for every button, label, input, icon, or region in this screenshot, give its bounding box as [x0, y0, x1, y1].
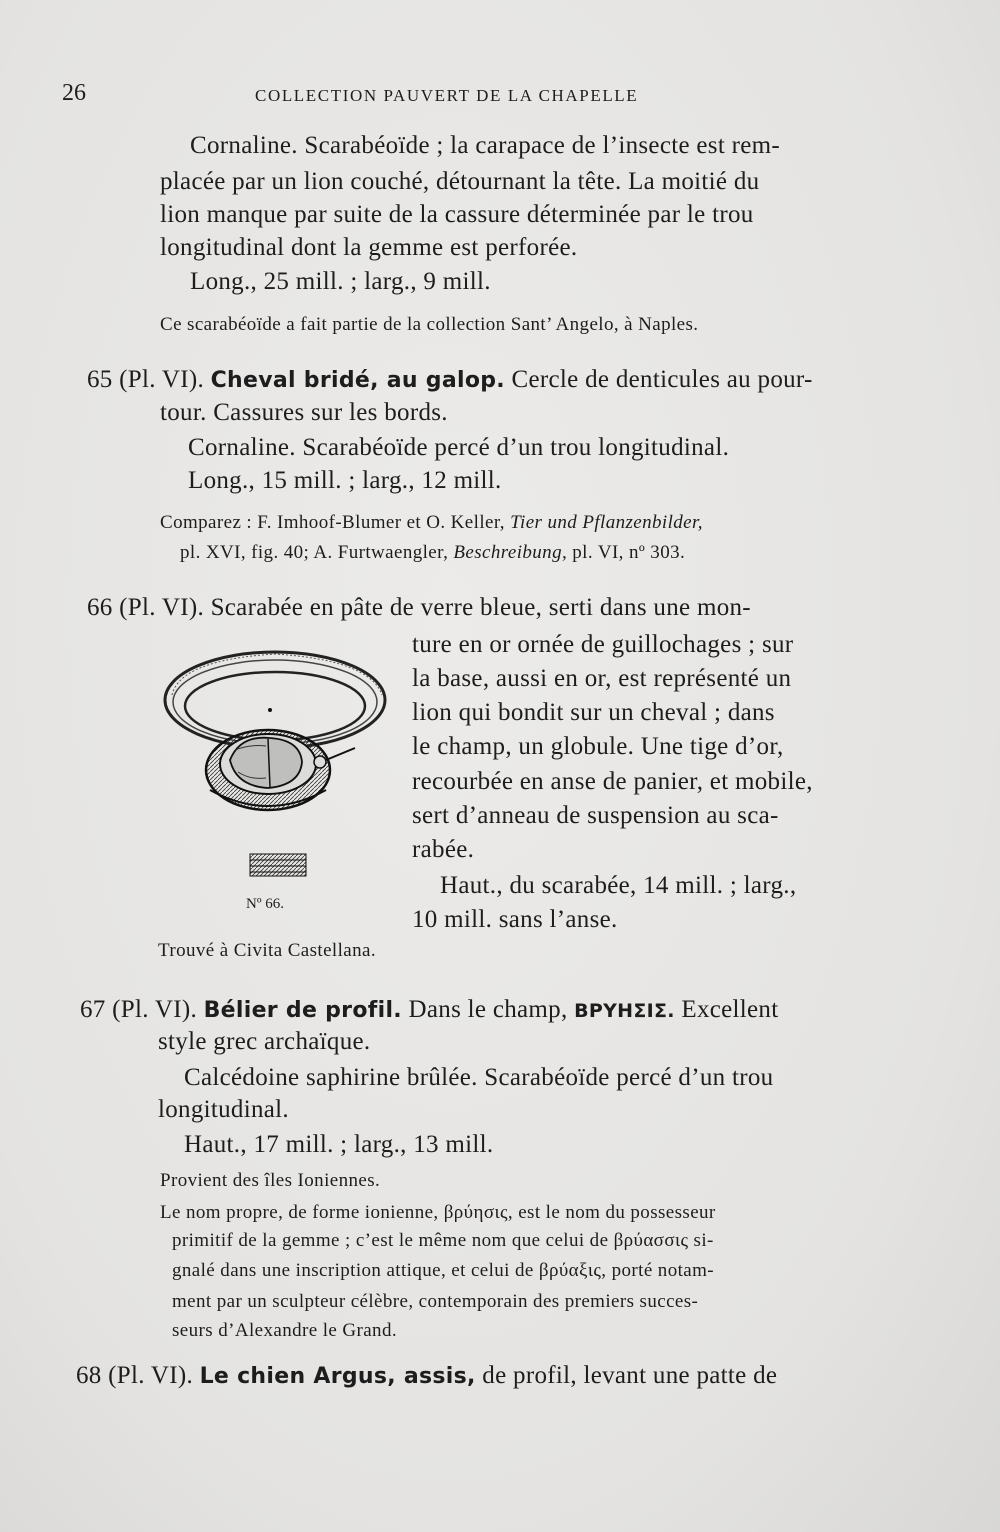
text-line: rabée. — [412, 836, 475, 863]
entry-67-line1 — [80, 996, 778, 1024]
entry-text: Cercle de denticules au pour- — [511, 366, 813, 393]
base-band-illustration — [248, 852, 308, 882]
entry-title: Bélier de profil. — [203, 998, 402, 1023]
find-spot: Trouvé à Civita Castellana. — [158, 940, 377, 961]
entry-number: 67 (Pl. VI). — [80, 996, 198, 1023]
note-line: Le nom propre, de forme ionienne, βρύησις, est le nom du possesseur — [160, 1202, 716, 1223]
running-title: COLLECTION PAUVERT DE LA CHAPELLE — [255, 86, 639, 105]
text-line: recourbée en anse de panier, et mobile, — [412, 768, 813, 795]
note-line: primitif de la gemme ; c’est le même nom que celui de βρύασσις si- — [172, 1230, 714, 1251]
figure-caption: Nº 66. — [246, 896, 284, 912]
note-line: seurs d’Alexandre le Grand. — [172, 1320, 397, 1341]
text-line: 66 (Pl. VI). Scarabée en pâte de verre bleue, serti dans une mon- — [87, 594, 751, 621]
entry-title: Cheval bridé, au galop. — [210, 368, 505, 393]
note: Ce scarabéoïde a fait partie de la collection Sant’ Angelo, à Naples. — [160, 314, 699, 335]
text-line: le champ, un globule. Une tige d’or, — [412, 733, 784, 760]
note-line: ment par un sculpteur célèbre, contemporain des premiers succes- — [172, 1291, 699, 1312]
text-line: ture en or ornée de guillochages ; sur — [412, 631, 794, 658]
text-line: style grec archaïque. — [158, 1028, 371, 1055]
entry-68-line1 — [76, 1362, 777, 1390]
provenance: Provient des îles Ioniennes. — [160, 1170, 381, 1191]
page-number: 26 — [62, 80, 86, 106]
inscription: BPYHΣIΣ. — [574, 1000, 675, 1022]
dimensions: Haut., 17 mill. ; larg., 13 mill. — [184, 1131, 494, 1158]
text-line: Cornaline. Scarabéoïde ; la carapace de l’insecte est rem- — [190, 132, 781, 159]
text-line: Calcédoine saphirine brûlée. Scarabéoïde percé d’un trou — [184, 1064, 774, 1091]
text-line: tour. Cassures sur les bords. — [160, 399, 448, 426]
entry-text: Excellent — [681, 996, 779, 1023]
text-line: placée par un lion couché, détournant la tête. La moitié du — [160, 168, 760, 195]
entry-number: 68 (Pl. VI). — [76, 1362, 194, 1389]
text-line: lion qui bondit sur un cheval ; dans — [412, 699, 775, 726]
dimensions: 10 mill. sans l’anse. — [412, 906, 618, 933]
reference-title: Beschreibung, — [453, 542, 568, 563]
text-line: la base, aussi en or, est représenté un — [412, 665, 792, 692]
text-line: longitudinal dont la gemme est perforée. — [160, 234, 578, 261]
text-line: Cornaline. Scarabéoïde percé d’un trou longitudinal. — [188, 434, 730, 461]
dimensions: Long., 15 mill. ; larg., 12 mill. — [188, 467, 502, 494]
reference-text: pl. VI, nº 303. — [572, 542, 686, 563]
text-line: longitudinal. — [158, 1096, 289, 1123]
text-line: lion manque par suite de la cassure déterminée par le trou — [160, 201, 754, 228]
scarab-ring-illustration — [150, 640, 395, 840]
entry-text: de profil, levant une patte de — [482, 1362, 778, 1389]
entry-text: Dans le champ, — [408, 996, 568, 1023]
reference-line — [160, 512, 703, 534]
dimensions: Long., 25 mill. ; larg., 9 mill. — [190, 268, 491, 295]
text-line: sert d’anneau de suspension au sca- — [412, 802, 779, 829]
note-line: gnalé dans une inscription attique, et celui de βρύαξις, porté notam- — [172, 1260, 715, 1281]
dimensions: Haut., du scarabée, 14 mill. ; larg., — [440, 872, 797, 899]
reference-title: Tier und Pflanzenbilder, — [510, 512, 703, 533]
entry-number: 65 (Pl. VI). — [87, 366, 205, 393]
entry-65-line1 — [87, 366, 813, 394]
reference-line — [180, 542, 685, 564]
reference-text: Comparez : F. Imhoof-Blumer et O. Keller, — [160, 512, 505, 533]
reference-text: pl. XVI, fig. 40; A. Furtwaengler, — [180, 542, 449, 563]
entry-title: Le chien Argus, assis, — [199, 1364, 476, 1389]
